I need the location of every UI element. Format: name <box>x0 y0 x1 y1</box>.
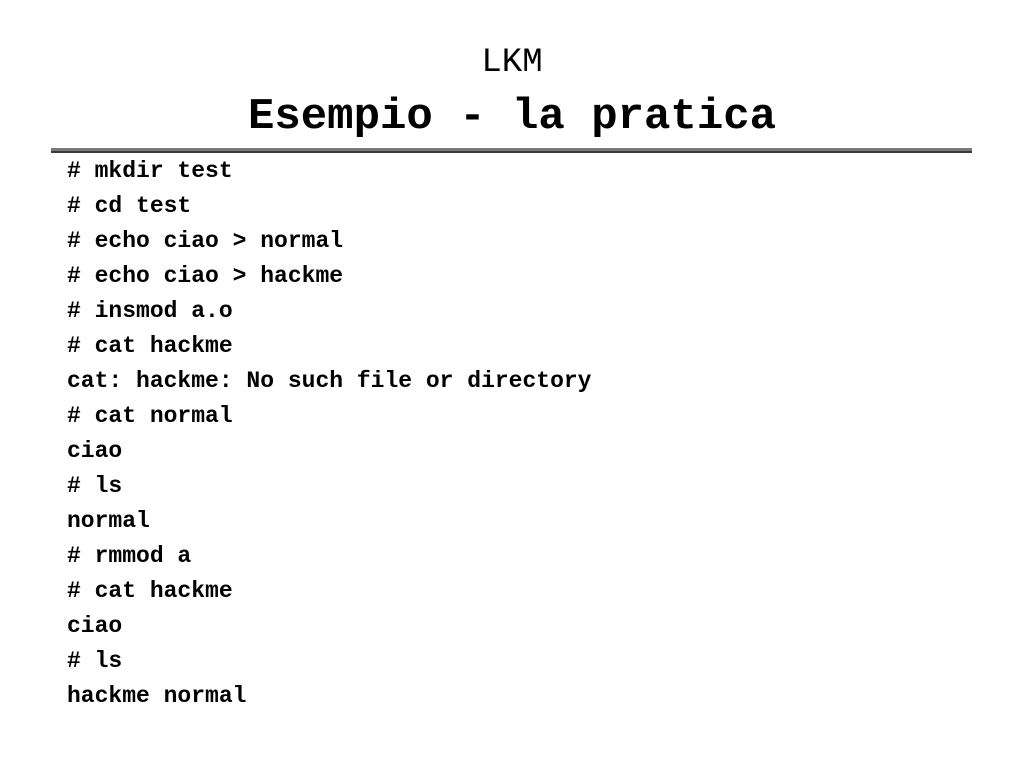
terminal-transcript <box>67 154 967 714</box>
slide-title: Esempio - la pratica <box>247 92 777 142</box>
terminal-line: # echo ciao > hackme <box>67 263 344 289</box>
terminal-line: # mkdir test <box>67 158 233 184</box>
terminal-line: # cat hackme <box>67 333 233 359</box>
terminal-line: # cat normal <box>67 403 233 429</box>
terminal-output-line: hackme normal <box>67 683 247 709</box>
terminal-line: # rmmod a <box>67 543 192 569</box>
terminal-line: # ls <box>67 648 123 674</box>
terminal-output-line: ciao <box>67 438 123 464</box>
terminal-output-line: cat: hackme: No such file or directory <box>67 368 592 394</box>
terminal-line: # cat hackme <box>67 578 233 604</box>
slide-kicker: LKM <box>481 44 543 82</box>
terminal-line: # echo ciao > normal <box>67 228 344 254</box>
terminal-line: # ls <box>67 473 123 499</box>
title-divider <box>51 148 972 153</box>
terminal-line: # cd test <box>67 193 192 219</box>
terminal-output-line: normal <box>67 508 150 534</box>
terminal-line: # insmod a.o <box>67 298 233 324</box>
terminal-output-line: ciao <box>67 613 123 639</box>
